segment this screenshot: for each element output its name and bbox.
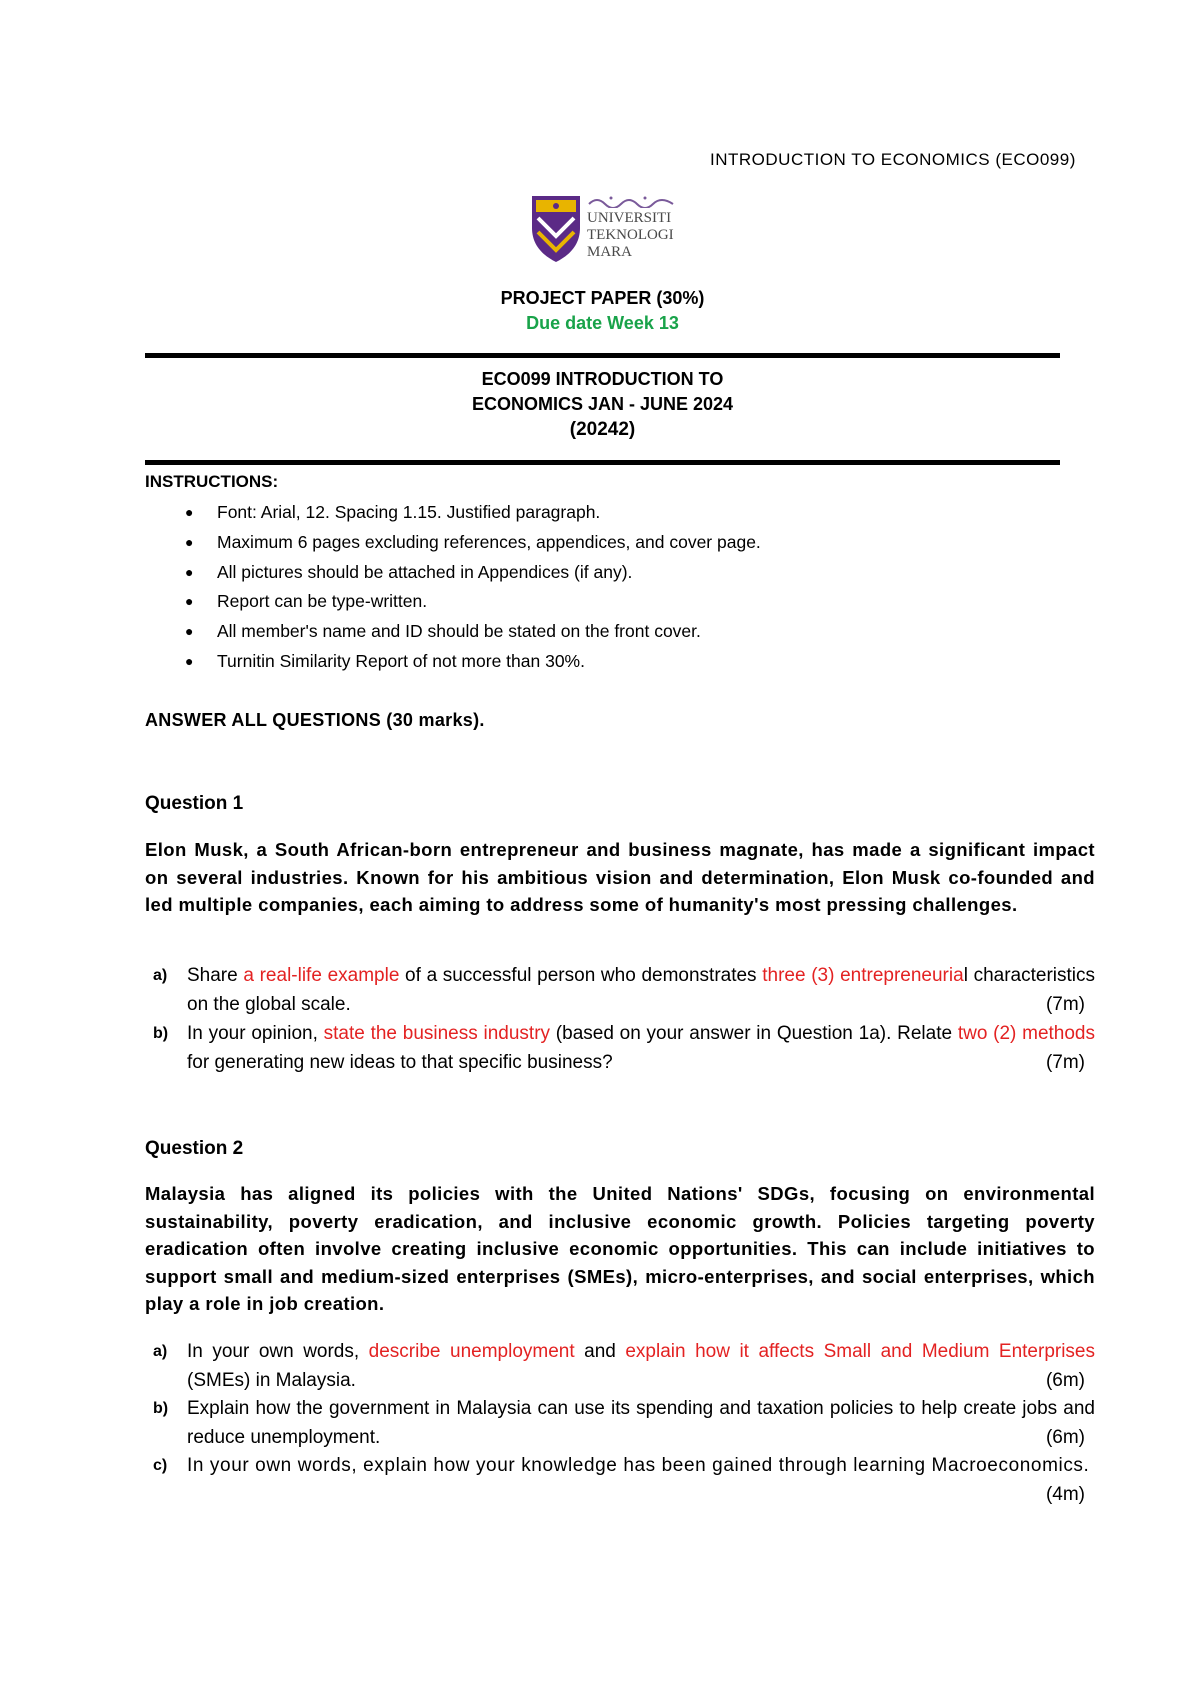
question-1-intro: Elon Musk, a South African-born entrepreneur and business magnate, has made a significant impact on several industries. Known for his ambitious vision and determination, Elon Musk co-founded and led multiple companies, each aiming to address some of humanity's most pressing challenges.: [145, 839, 1095, 915]
logo-text-line-2: TEKNOLOGI: [587, 227, 674, 243]
bullet-icon: ●: [185, 623, 194, 640]
sub-question-text: In your own words, describe unemployment and explain how it affects Small and Medium Enterprises (SMEs) in Malaysia.: [187, 1341, 1096, 1391]
sub-question-label: b): [153, 1025, 169, 1042]
marks-label: (7m): [1045, 1051, 1085, 1073]
list-item: ● All pictures should be attached in Appendices (if any).: [145, 558, 1060, 588]
highlight-text: explain how it affects Small and Medium Enterprises: [625, 1341, 1096, 1362]
logo-text-line-3: MARA: [587, 244, 633, 260]
marks-label: (4m): [1045, 1483, 1085, 1505]
list-item: ● All member's name and ID should be stated on the front cover.: [145, 617, 1060, 647]
logo-text-line-1: UNIVERSITI: [587, 210, 672, 226]
answer-all-heading: ANSWER ALL QUESTIONS (30 marks).: [145, 710, 485, 730]
divider-rule: [145, 460, 1060, 465]
bullet-icon: ●: [185, 652, 194, 669]
bullet-icon: ●: [185, 533, 194, 550]
university-logo: [528, 192, 678, 264]
question-2-heading: Question 2: [145, 1138, 244, 1159]
sub-question-label: a): [153, 967, 168, 984]
highlight-text: two (2) methods: [957, 1023, 1095, 1044]
course-code: (20242): [569, 419, 636, 440]
highlight-text: a real-life example: [243, 965, 400, 986]
bullet-icon: ●: [185, 593, 194, 610]
list-item: ● Maximum 6 pages excluding references, appendices, and cover page.: [145, 528, 1060, 558]
course-title-line-1: ECO099 INTRODUCTION TO: [481, 369, 724, 389]
jawi-script-icon: [587, 194, 675, 208]
highlight-text: describe unemployment: [368, 1341, 575, 1362]
sub-question-label: c): [153, 1457, 168, 1474]
sub-question-text: In your opinion, state the business industry (based on your answer in Question 1a). Relate two (2) methods for generating new ideas to that specific business?: [187, 1023, 1095, 1073]
question-2-intro: Malaysia has aligned its policies with the United Nations' SDGs, focusing on environmental sustainability, poverty eradication, and inclusive economic growth. Policies targeting poverty eradication often involve creating inclusive economic opportunities. This can include initiatives to support small and medium-sized enterprises (SMEs), micro-enterprises, and social enterprises, which play a role in job creation.: [145, 1183, 1095, 1314]
crest-icon: [528, 192, 584, 264]
sub-question-text: Explain how the government in Malaysia can use its spending and taxation policies to help create jobs and reduce unemployment.: [187, 1398, 1095, 1448]
marks-label: (6m): [1045, 1426, 1085, 1448]
sub-question-text: Share a real-life example of a successful person who demonstrates three (3) entrepreneurial characteristics on the global scale.: [187, 965, 1095, 1015]
bullet-icon: ●: [185, 563, 194, 580]
highlight-text: three (3) entrepreneuria: [762, 965, 964, 986]
bullet-icon: ●: [185, 504, 194, 520]
divider-rule: [145, 353, 1060, 358]
sub-question-label: b): [153, 1400, 169, 1417]
course-title-line-2: ECONOMICS JAN - JUNE 2024: [471, 394, 734, 414]
list-item: ● Font: Arial, 12. Spacing 1.15. Justified paragraph.: [145, 498, 1060, 528]
list-item: ● Turnitin Similarity Report of not more than 30%.: [145, 647, 1060, 677]
instructions-list: [145, 498, 1060, 677]
instructions-heading: INSTRUCTIONS:: [145, 472, 279, 491]
running-header: INTRODUCTION TO ECONOMICS (ECO099): [710, 150, 1076, 169]
due-date: Due date Week 13: [526, 313, 679, 333]
project-title: PROJECT PAPER (30%): [500, 288, 705, 308]
marks-label: (7m): [1045, 993, 1085, 1015]
list-item: ● Report can be type-written.: [145, 587, 1060, 617]
question-1-heading: Question 1: [145, 793, 244, 814]
sub-question-label: a): [153, 1343, 168, 1360]
highlight-text: state the business industry: [323, 1023, 551, 1044]
sub-question-text: In your own words, explain how your knowledge has been gained through learning Macroeconomics.: [187, 1455, 1090, 1476]
marks-label: (6m): [1045, 1369, 1085, 1391]
course-title: [145, 367, 1060, 417]
